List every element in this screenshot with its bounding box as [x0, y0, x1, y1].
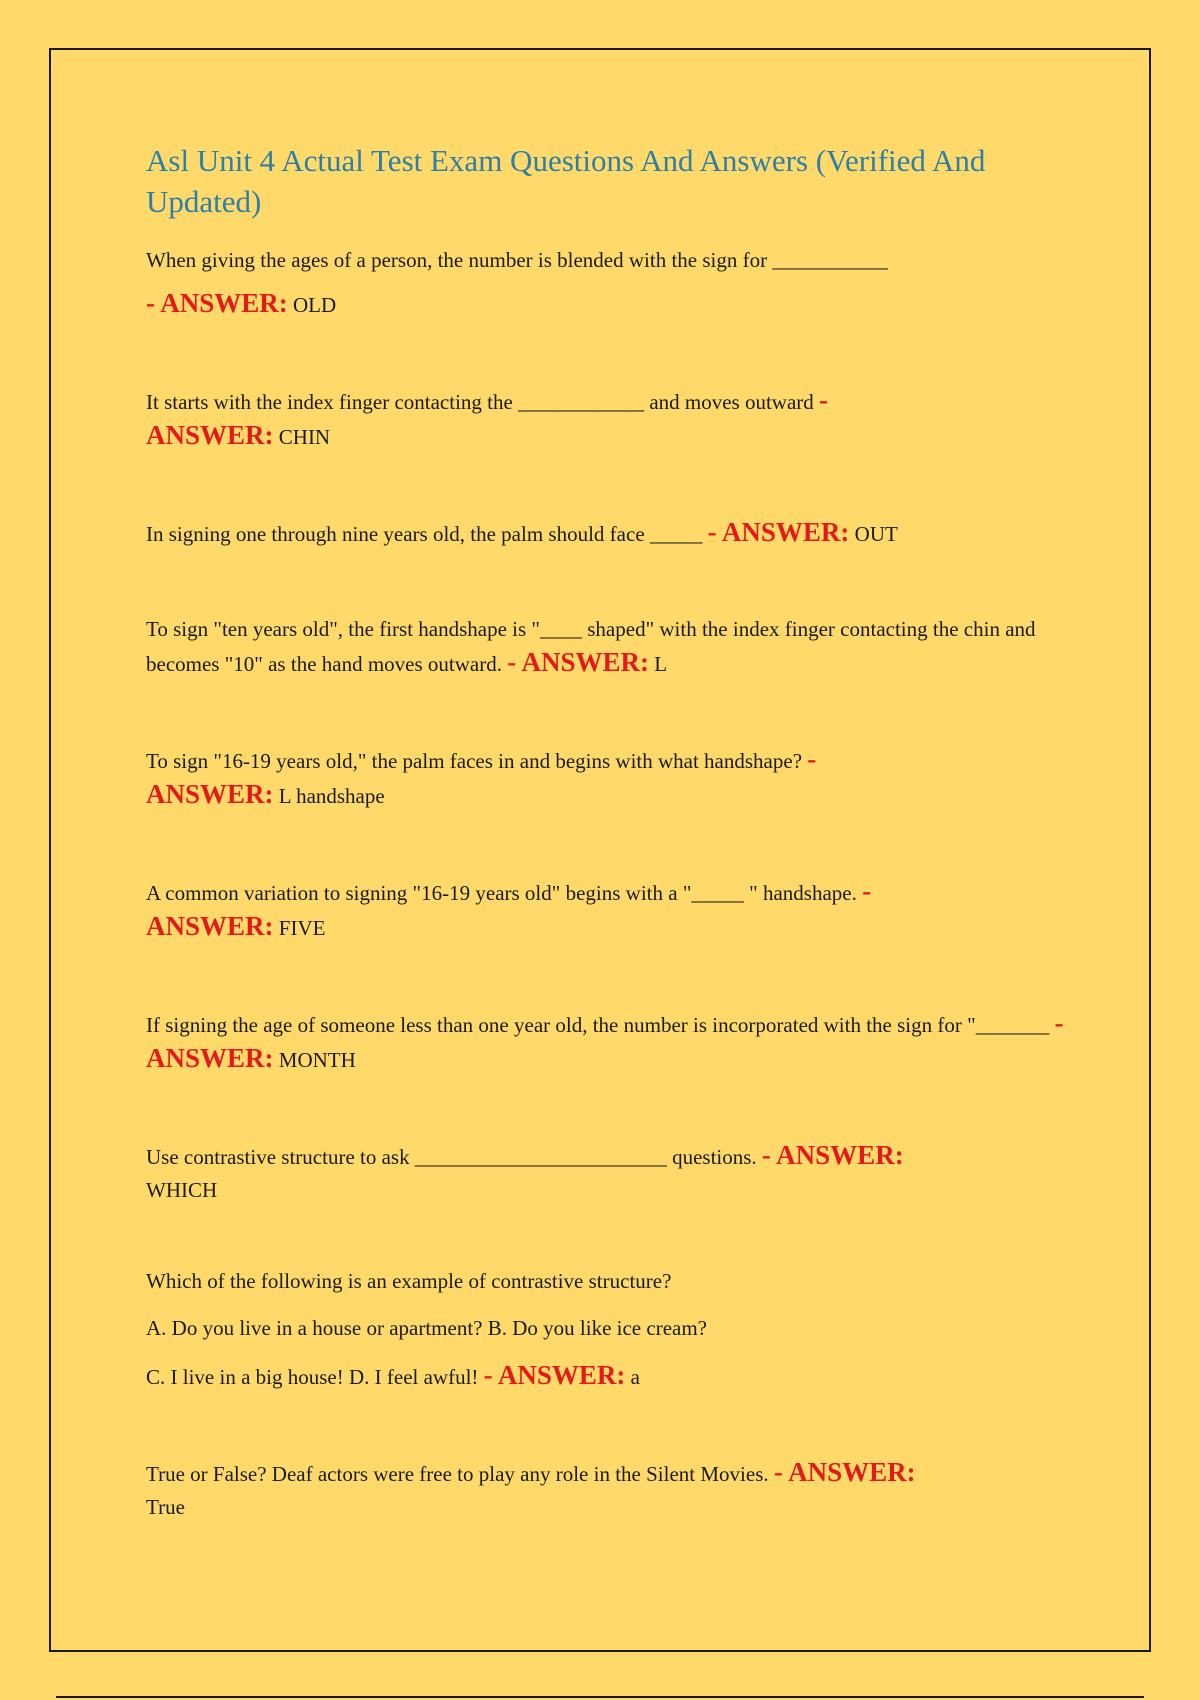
answer-line [146, 1174, 1076, 1207]
answer-line [146, 419, 1076, 454]
answer-value: FIVE [278, 916, 326, 940]
question-text [146, 1139, 1076, 1174]
options-line [146, 1312, 1076, 1345]
question-text: A common variation to signing "16-19 years old" begins with a "_____ " handshape. [146, 881, 857, 905]
qa-item [146, 516, 1076, 551]
qa-item [146, 1456, 1076, 1524]
question-text: Use contrastive structure to ask ________________________ questions. [146, 1145, 757, 1169]
answer-label: - ANSWER: [483, 1360, 626, 1390]
qa-item [146, 613, 1076, 681]
answer-label: ANSWER: [146, 779, 274, 809]
qa-item [146, 1139, 1076, 1207]
answer-label: - ANSWER: [146, 1008, 1064, 1073]
question-text: Which of the following is an example of contrastive structure? [146, 1269, 672, 1293]
answer-line [146, 1491, 1076, 1524]
answer-label: - [819, 385, 829, 415]
question-text: To sign "ten years old", the first handshape is "____ shaped" with the index finger contacting the chin and becomes "10" as the hand moves outward. [146, 617, 1036, 676]
answer-line [146, 287, 1076, 322]
answer-label: - ANSWER: [773, 1457, 916, 1487]
answer-label: - [807, 744, 817, 774]
qa-item [146, 1007, 1076, 1077]
question-text [146, 1456, 1076, 1491]
answer-value: a [630, 1365, 640, 1389]
qa-item [146, 244, 1076, 322]
answer-label: ANSWER: [146, 911, 274, 941]
answer-value: OLD [293, 293, 337, 317]
answer-value: WHICH [146, 1178, 218, 1202]
answer-value: True [146, 1495, 185, 1519]
options-line [146, 1359, 1076, 1394]
question-text [146, 384, 1076, 419]
answer-label: ANSWER: [146, 420, 274, 450]
answer-label: - [862, 876, 872, 906]
document-body [146, 140, 1076, 1524]
page-bottom-rule [56, 1696, 1144, 1698]
answer-line [146, 778, 1076, 813]
answer-value: OUT [854, 522, 898, 546]
answer-label: - ANSWER: [146, 288, 288, 318]
answer-label: - ANSWER: [707, 517, 850, 547]
question-text [146, 613, 1076, 681]
qa-item [146, 384, 1076, 454]
answer-label: - ANSWER: [507, 647, 649, 677]
question-text: When giving the ages of a person, the number is blended with the sign for ___________ [146, 248, 888, 272]
question-text [146, 1265, 1076, 1298]
answer-line [146, 910, 1076, 945]
question-text [146, 875, 1076, 910]
answer-value: L [654, 652, 668, 676]
question-text [146, 516, 1076, 551]
document-title: Asl Unit 4 Actual Test Exam Questions And Answers (Verified And Updated) [146, 143, 986, 219]
question-text: If signing the age of someone less than one year old, the number is incorporated with the sign for "_______ [146, 1013, 1050, 1037]
question-text [146, 1007, 1076, 1077]
answer-value: L handshape [278, 784, 385, 808]
question-text: True or False? Deaf actors were free to play any role in the Silent Movies. [146, 1462, 769, 1486]
options-text: C. I live in a big house! D. I feel awful! [146, 1365, 479, 1389]
answer-label: - ANSWER: [761, 1140, 904, 1170]
question-text: In signing one through nine years old, the palm should face _____ [146, 522, 703, 546]
question-text: It starts with the index finger contacting the ____________ and moves outward [146, 390, 814, 414]
qa-item [146, 875, 1076, 945]
question-text [146, 244, 1076, 277]
question-text: To sign "16-19 years old," the palm faces in and begins with what handshape? [146, 749, 803, 773]
qa-item [146, 743, 1076, 813]
question-text [146, 743, 1076, 778]
answer-value: CHIN [278, 425, 331, 449]
options-text: A. Do you live in a house or apartment? B. Do you like ice cream? [146, 1316, 707, 1340]
answer-value: MONTH [278, 1048, 356, 1072]
qa-item [146, 1265, 1076, 1394]
